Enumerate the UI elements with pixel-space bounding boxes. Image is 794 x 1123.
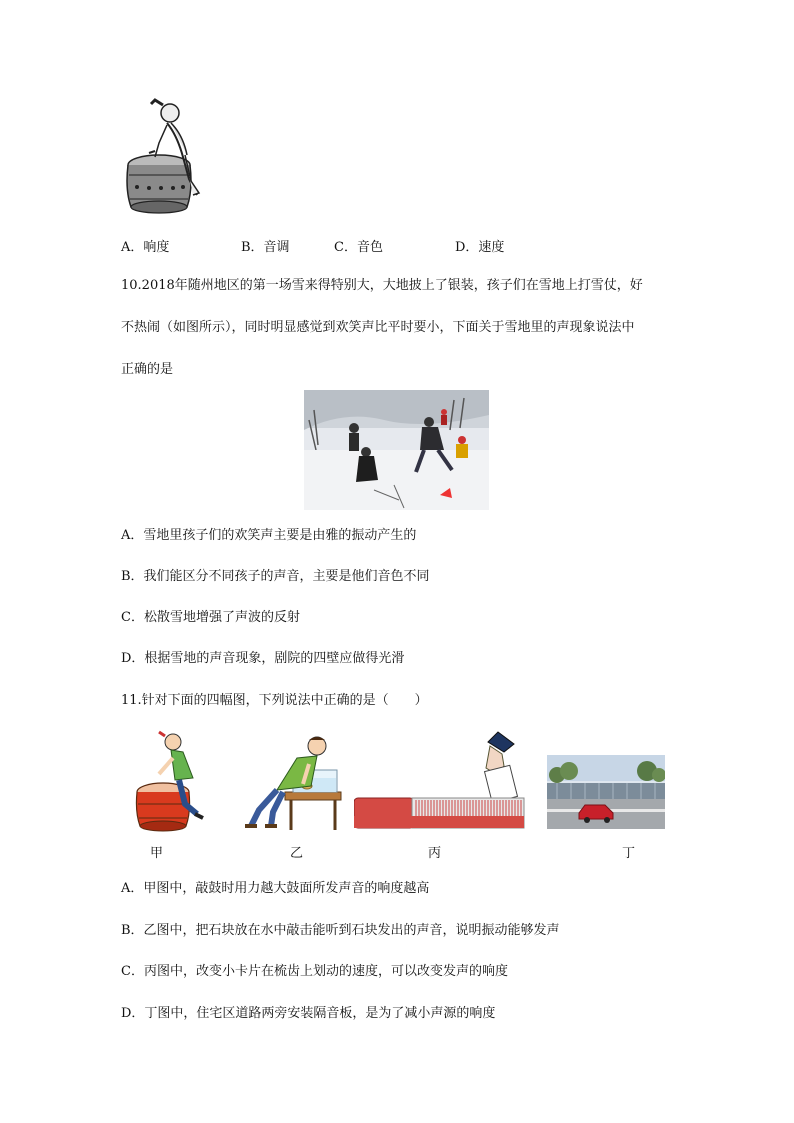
figure-label-jia: 甲 xyxy=(150,846,164,861)
q10-stem-line3: 正确的是 xyxy=(121,362,174,377)
q11-option-d: D．丁图中，住宅区道路两旁安装隔音板，是为了减小声源的响度 xyxy=(121,1006,496,1021)
q10-option-a: A．雪地里孩子们的欢笑声主要是由雅的振动产生的 xyxy=(121,528,417,543)
q11-option-a: A．甲图中，敲鼓时用力越大鼓面所发声音的响度越高 xyxy=(121,881,430,896)
q9-option-b: B．音调 xyxy=(241,240,290,255)
figure-jia-drum xyxy=(135,730,207,835)
figure-label-bing: 丙 xyxy=(428,846,442,861)
snowball-fight-photo xyxy=(304,390,489,510)
figure-label-yi: 乙 xyxy=(290,846,304,861)
q9-option-a: A．响度 xyxy=(121,240,170,255)
figure-bing-comb xyxy=(354,730,526,830)
q10-option-c: C．松散雪地增强了声波的反射 xyxy=(121,610,300,625)
q10-stem-line1: 10.2018年随州地区的第一场雪来得特别大，大地披上了银装，孩子们在雪地上打雪仗，好 xyxy=(121,278,643,293)
figure-ding-sound-barrier xyxy=(547,755,665,829)
q11-option-b: B．乙图中，把石块放在水中敲击能听到石块发出的声音，说明振动能够发声 xyxy=(121,923,560,938)
figure-label-ding: 丁 xyxy=(622,846,636,861)
q9-option-c: C．音色 xyxy=(334,240,383,255)
q10-stem-line2: 不热闹（如图所示），同时明显感觉到欢笑声比平时要小，下面关于雪地里的声现象说法中 xyxy=(121,320,635,335)
q11-option-c: C．丙图中，改变小卡片在梳齿上划动的速度，可以改变发声的响度 xyxy=(121,964,508,979)
q10-option-b: B．我们能区分不同孩子的声音，主要是他们音色不同 xyxy=(121,569,430,584)
figure-yi-water-tank xyxy=(237,734,347,832)
drummer-illustration xyxy=(125,95,205,217)
q9-option-d: D．速度 xyxy=(455,240,505,255)
q10-option-d: D．根据雪地的声音现象，剧院的四壁应做得光滑 xyxy=(121,651,405,666)
q11-stem: 11.针对下面的四幅图，下列说法中正确的是（ ） xyxy=(121,693,428,708)
